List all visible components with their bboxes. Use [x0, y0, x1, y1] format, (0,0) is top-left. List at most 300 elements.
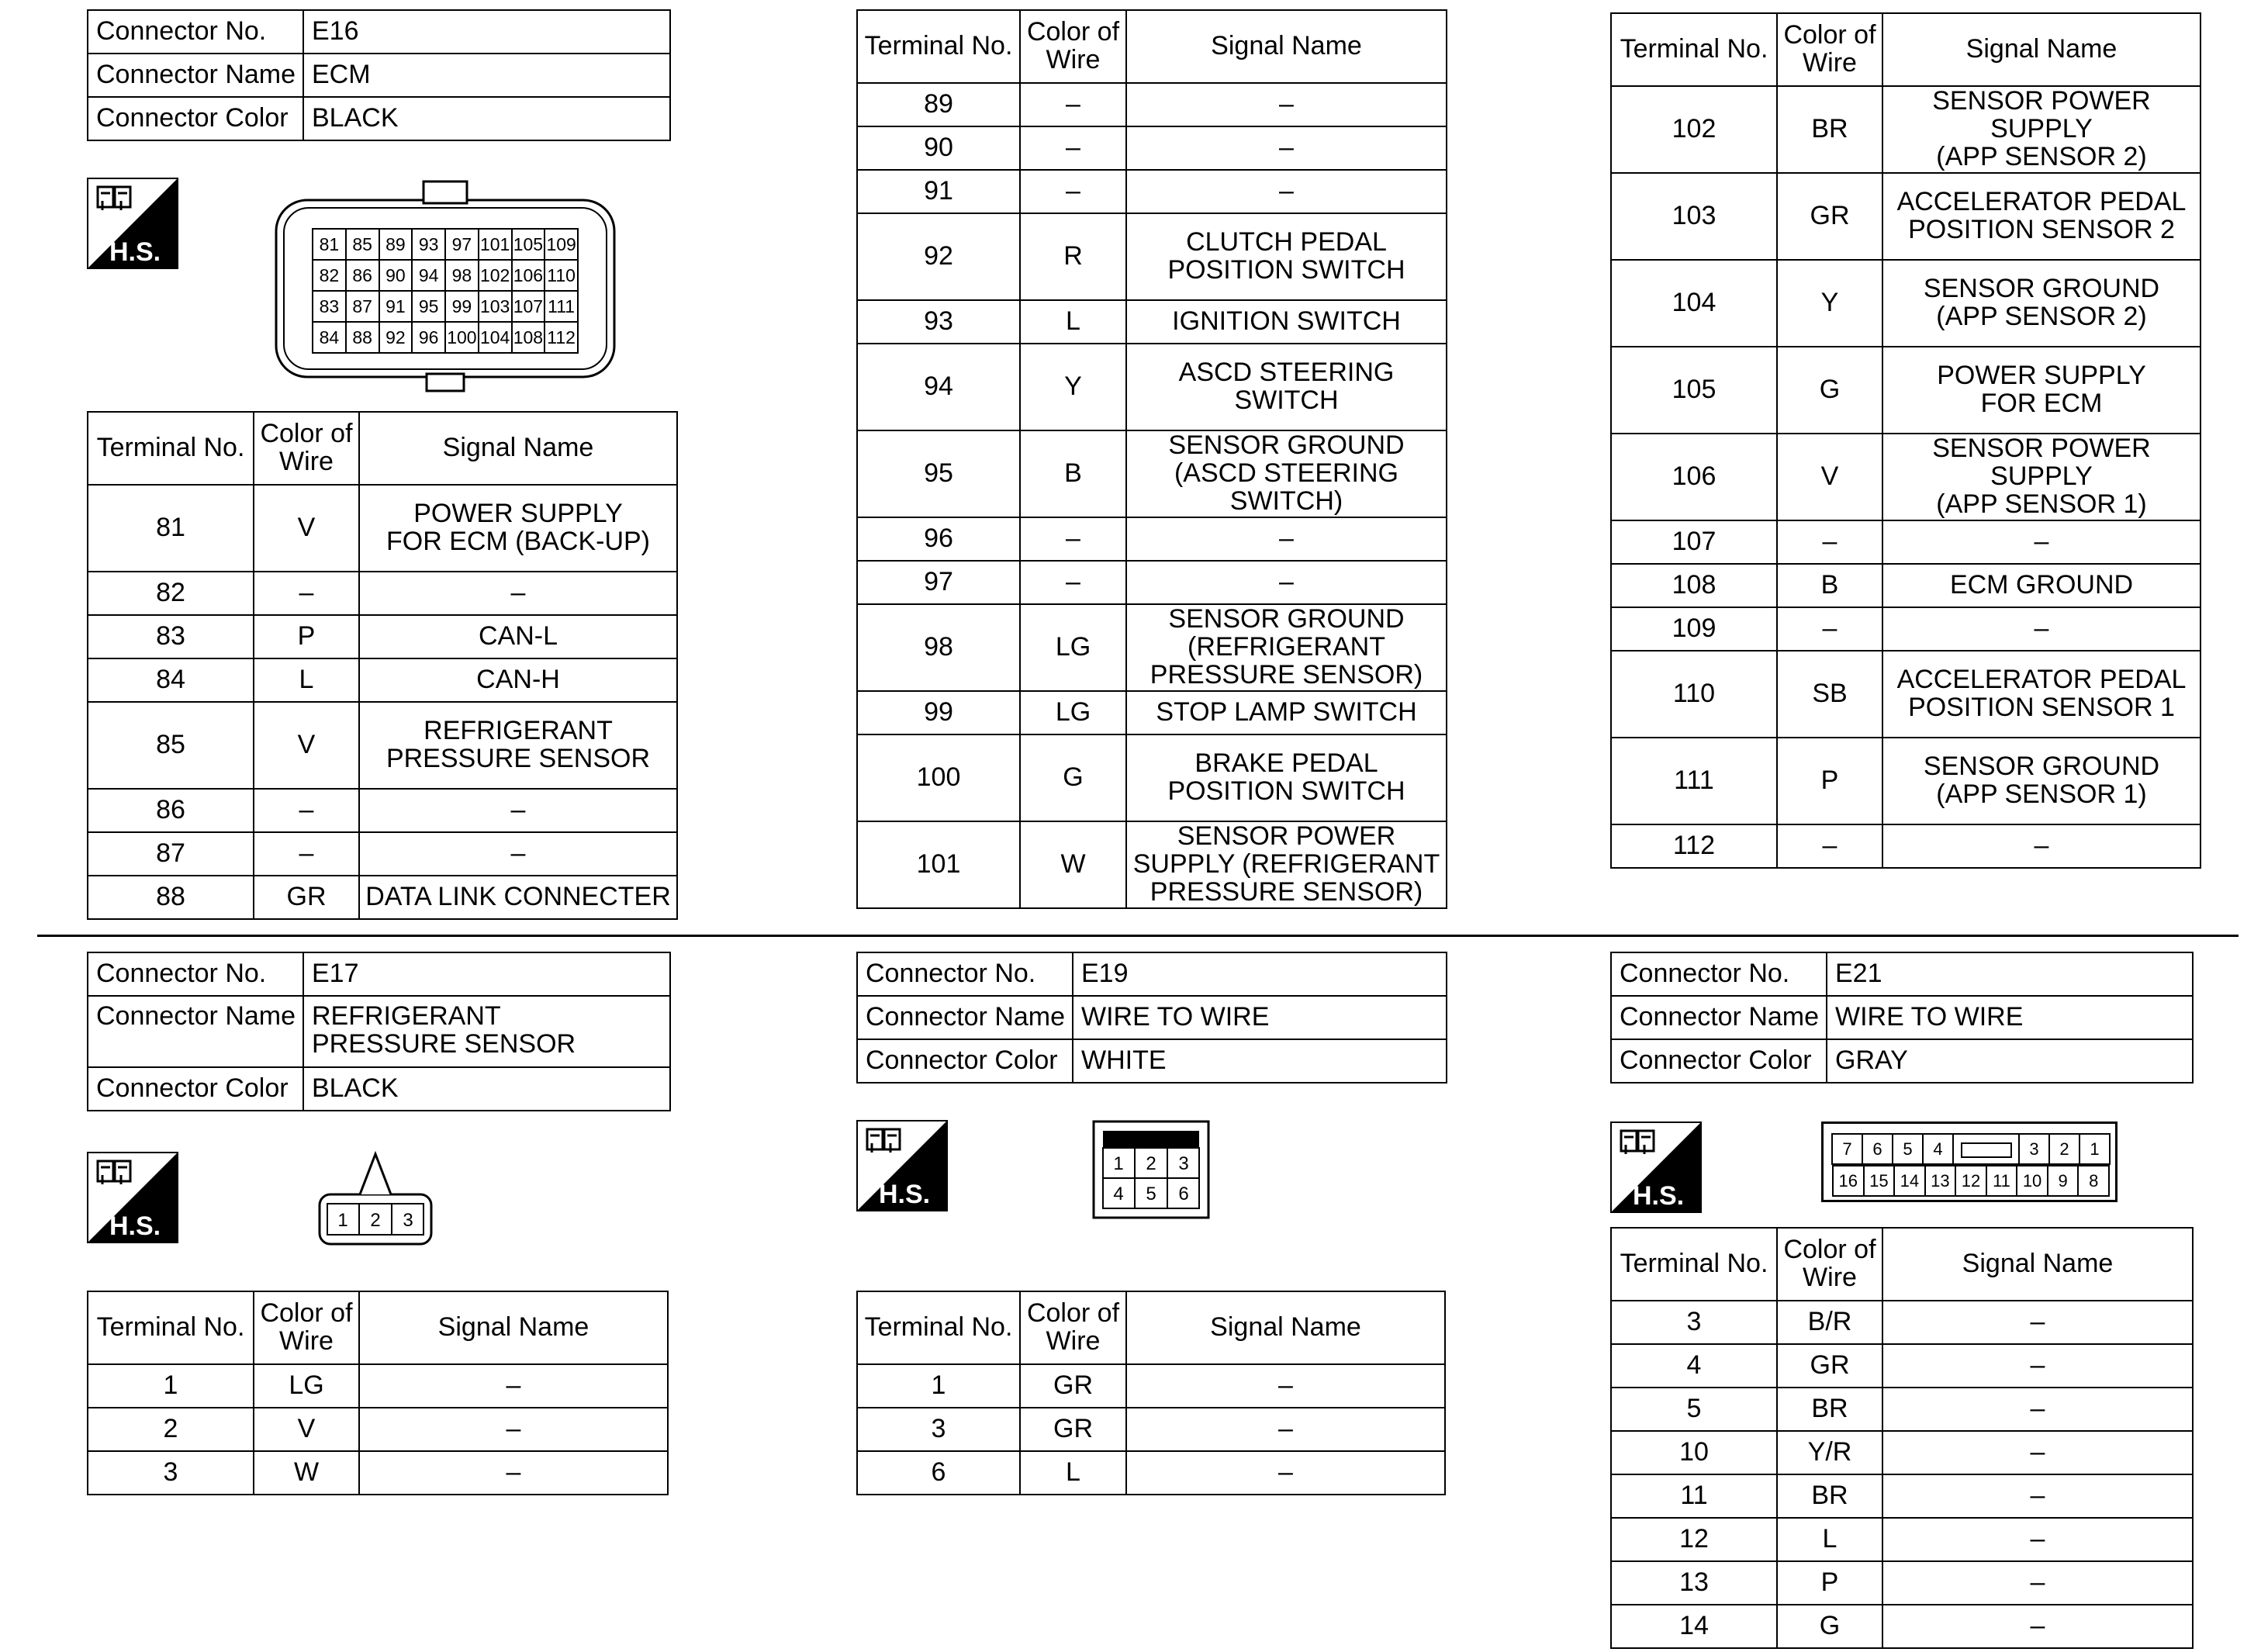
- signal-name-cell: –: [1126, 1408, 1445, 1451]
- wire-color-cell: G: [1020, 734, 1126, 821]
- table-row: [88, 702, 677, 789]
- table-row: [1611, 1301, 2193, 1344]
- connector-name-label: Connector Name: [1611, 996, 1827, 1039]
- pin-label: 110: [545, 260, 578, 291]
- signal-name-cell: DATA LINK CONNECTER: [359, 876, 677, 919]
- signal-name-cell: REFRIGERANT PRESSURE SENSOR: [359, 702, 677, 789]
- terminal-no-cell: 11: [1611, 1474, 1777, 1518]
- terminal-no-cell: 85: [88, 702, 254, 789]
- connector-color-label: Connector Color: [88, 1067, 303, 1111]
- pin-label: 3: [2019, 1134, 2049, 1164]
- wire-color-cell: –: [1777, 607, 1882, 651]
- wire-color-cell: V: [254, 702, 359, 789]
- wire-color-cell: LG: [1020, 604, 1126, 691]
- pin-row: [1832, 1164, 2110, 1197]
- signal-name-header: Signal Name: [359, 412, 677, 485]
- pin-label: 4: [1923, 1134, 1953, 1164]
- connector-color-label: Connector Color: [88, 97, 303, 140]
- wire-color-cell: B: [1777, 564, 1882, 607]
- table-row: [857, 691, 1447, 734]
- pin-label: 8: [2078, 1166, 2109, 1196]
- e19-terminal-table: [856, 1291, 1446, 1495]
- pin-label: 93: [412, 229, 445, 260]
- signal-name-cell: SENSOR GROUND (APP SENSOR 1): [1882, 738, 2200, 824]
- signal-name-cell: –: [1882, 1561, 2193, 1605]
- wire-color-cell: LG: [254, 1364, 359, 1408]
- pin-label: 98: [445, 260, 479, 291]
- signal-name-cell: –: [359, 832, 677, 876]
- e16-pin-grid: [312, 228, 579, 354]
- signal-name-cell: SENSOR GROUND (APP SENSOR 2): [1882, 260, 2200, 347]
- terminal-no-cell: 88: [88, 876, 254, 919]
- wire-color-cell: P: [254, 615, 359, 658]
- pin-label: 16: [1833, 1166, 1864, 1196]
- terminal-no-cell: 87: [88, 832, 254, 876]
- pin-label: 5: [1893, 1134, 1923, 1164]
- table-row: [857, 126, 1447, 170]
- color-of-wire-header: Color of Wire: [254, 1291, 359, 1364]
- terminal-no-cell: 5: [1611, 1388, 1777, 1431]
- pin-label: 6: [1178, 1184, 1189, 1204]
- wire-color-cell: G: [1777, 1605, 1882, 1648]
- table-row: [88, 572, 677, 615]
- pin-label: 10: [2017, 1166, 2048, 1196]
- wire-color-cell: V: [1777, 434, 1882, 520]
- connector-name-label: Connector Name: [88, 996, 303, 1067]
- color-of-wire-header: Color of Wire: [1777, 1228, 1882, 1301]
- wire-color-cell: R: [1020, 213, 1126, 300]
- e21-pin-grid: [1831, 1133, 2111, 1197]
- pin-label: 5: [1146, 1184, 1156, 1204]
- pin-label: 95: [412, 291, 445, 322]
- signal-name-cell: –: [1882, 520, 2200, 564]
- signal-name-cell: –: [359, 1408, 668, 1451]
- table-row: [857, 170, 1447, 213]
- pin-label: 11: [1986, 1166, 2017, 1196]
- terminal-no-cell: 108: [1611, 564, 1777, 607]
- connector-color-value: BLACK: [303, 97, 670, 140]
- table-row: [88, 658, 677, 702]
- terminal-no-cell: 90: [857, 126, 1020, 170]
- connector-color-value: WHITE: [1073, 1039, 1447, 1083]
- signal-name-cell: BRAKE PEDAL POSITION SWITCH: [1126, 734, 1447, 821]
- terminal-no-cell: 107: [1611, 520, 1777, 564]
- terminal-no-cell: 96: [857, 517, 1020, 561]
- pin-label: 96: [412, 322, 445, 353]
- hs-connector-icon: [87, 1152, 178, 1243]
- wire-color-cell: L: [1020, 1451, 1126, 1495]
- pin-label: 108: [512, 322, 545, 353]
- signal-name-cell: –: [1126, 126, 1447, 170]
- e16-terminal-table-b: [856, 9, 1447, 909]
- terminal-no-cell: 112: [1611, 824, 1777, 868]
- terminal-no-cell: 89: [857, 83, 1020, 126]
- terminal-no-cell: 109: [1611, 607, 1777, 651]
- terminal-no-cell: 97: [857, 561, 1020, 604]
- signal-name-cell: ACCELERATOR PEDAL POSITION SENSOR 2: [1882, 173, 2200, 260]
- signal-name-cell: –: [1126, 1364, 1445, 1408]
- terminal-no-header: Terminal No.: [88, 1291, 254, 1364]
- signal-name-cell: –: [359, 1451, 668, 1495]
- table-row: [857, 604, 1447, 691]
- hs-connector-icon: [1610, 1121, 1702, 1213]
- connector-color-label: Connector Color: [1611, 1039, 1827, 1083]
- table-row: [857, 430, 1447, 517]
- color-of-wire-header: Color of Wire: [1020, 10, 1126, 83]
- pin-label: 88: [346, 322, 379, 353]
- pin-label: 105: [512, 229, 545, 260]
- terminal-no-cell: 82: [88, 572, 254, 615]
- pin-label: 2: [2049, 1134, 2079, 1164]
- terminal-no-cell: 105: [1611, 347, 1777, 434]
- pin-label: 111: [545, 291, 578, 322]
- terminal-no-cell: 93: [857, 300, 1020, 344]
- table-row: [88, 615, 677, 658]
- e21-connector-face: [1821, 1121, 2118, 1202]
- terminal-no-cell: 102: [1611, 86, 1777, 173]
- wire-color-cell: L: [254, 658, 359, 702]
- pin-label: 87: [346, 291, 379, 322]
- e17-connector-info: [87, 952, 671, 1111]
- signal-name-header: Signal Name: [359, 1291, 668, 1364]
- table-row: [1611, 564, 2200, 607]
- table-row: [1611, 1605, 2193, 1648]
- wire-color-cell: GR: [1020, 1364, 1126, 1408]
- table-row: [1611, 520, 2200, 564]
- wire-color-cell: B: [1020, 430, 1126, 517]
- table-row: [1611, 607, 2200, 651]
- signal-name-cell: IGNITION SWITCH: [1126, 300, 1447, 344]
- terminal-no-cell: 94: [857, 344, 1020, 430]
- table-row: [857, 561, 1447, 604]
- wire-color-cell: –: [1020, 83, 1126, 126]
- pin-label: 99: [445, 291, 479, 322]
- signal-name-cell: CAN-L: [359, 615, 677, 658]
- wire-color-cell: BR: [1777, 1474, 1882, 1518]
- terminal-no-cell: 81: [88, 485, 254, 572]
- pin-label: 86: [346, 260, 379, 291]
- signal-name-cell: –: [1882, 824, 2200, 868]
- table-row: [1611, 1518, 2193, 1561]
- pin-label: 97: [445, 229, 479, 260]
- table-row: [857, 734, 1447, 821]
- table-row: [857, 344, 1447, 430]
- signal-name-cell: –: [1882, 1301, 2193, 1344]
- signal-name-cell: –: [1882, 1605, 2193, 1648]
- table-row: [857, 1408, 1445, 1451]
- signal-name-cell: SENSOR POWER SUPPLY (REFRIGERANT PRESSURE SENSOR): [1126, 821, 1447, 908]
- wire-color-cell: W: [254, 1451, 359, 1495]
- wire-color-cell: BR: [1777, 86, 1882, 173]
- signal-name-cell: –: [1882, 1474, 2193, 1518]
- connector-no-label: Connector No.: [1611, 952, 1827, 996]
- connector-no-label: Connector No.: [857, 952, 1073, 996]
- signal-name-cell: ASCD STEERING SWITCH: [1126, 344, 1447, 430]
- wire-color-cell: GR: [1777, 173, 1882, 260]
- e21-connector-info: [1610, 952, 2194, 1083]
- e19-connector-info: [856, 952, 1447, 1083]
- wire-color-cell: L: [1020, 300, 1126, 344]
- table-row: [1611, 347, 2200, 434]
- color-of-wire-header: Color of Wire: [254, 412, 359, 485]
- table-row: [857, 517, 1447, 561]
- signal-name-cell: POWER SUPPLY FOR ECM: [1882, 347, 2200, 434]
- e21-terminal-table: [1610, 1227, 2194, 1649]
- connector-no-value: E16: [303, 10, 670, 54]
- e16-connector-info: [87, 9, 671, 141]
- wire-color-cell: GR: [1020, 1408, 1126, 1451]
- signal-name-cell: –: [1126, 83, 1447, 126]
- wire-color-cell: –: [1777, 520, 1882, 564]
- pin-label: 12: [1955, 1166, 1986, 1196]
- wire-color-cell: P: [1777, 1561, 1882, 1605]
- signal-name-cell: CAN-H: [359, 658, 677, 702]
- signal-name-cell: SENSOR GROUND (ASCD STEERING SWITCH): [1126, 430, 1447, 517]
- wire-color-cell: GR: [1777, 1344, 1882, 1388]
- wire-color-cell: B/R: [1777, 1301, 1882, 1344]
- pin-label: 90: [379, 260, 413, 291]
- pin-label: 9: [2048, 1166, 2079, 1196]
- connector-no-label: Connector No.: [88, 10, 303, 54]
- signal-name-cell: STOP LAMP SWITCH: [1126, 691, 1447, 734]
- e17-connector-face: [316, 1151, 434, 1247]
- pin-label: 106: [512, 260, 545, 291]
- signal-name-header: Signal Name: [1126, 10, 1447, 83]
- terminal-no-cell: 12: [1611, 1518, 1777, 1561]
- terminal-no-cell: 106: [1611, 434, 1777, 520]
- signal-name-cell: SENSOR POWER SUPPLY (APP SENSOR 1): [1882, 434, 2200, 520]
- wire-color-cell: Y/R: [1777, 1431, 1882, 1474]
- e17-terminal-table: [87, 1291, 669, 1495]
- pin-label: 2: [1146, 1153, 1156, 1174]
- signal-name-cell: –: [359, 572, 677, 615]
- connector-no-label: Connector No.: [88, 952, 303, 996]
- hs-connector-icon: [856, 1120, 948, 1211]
- connector-name-value: WIRE TO WIRE: [1827, 996, 2193, 1039]
- terminal-no-cell: 91: [857, 170, 1020, 213]
- terminal-no-cell: 101: [857, 821, 1020, 908]
- pin-label: 100: [445, 322, 479, 353]
- terminal-no-cell: 98: [857, 604, 1020, 691]
- signal-name-cell: CLUTCH PEDAL POSITION SWITCH: [1126, 213, 1447, 300]
- table-row: [88, 1451, 668, 1495]
- terminal-no-cell: 99: [857, 691, 1020, 734]
- pin-label: 7: [1832, 1134, 1862, 1164]
- table-row: [1611, 434, 2200, 520]
- signal-name-cell: –: [1882, 1518, 2193, 1561]
- hs-label: H.S.: [109, 1211, 161, 1241]
- pin-label: 94: [412, 260, 445, 291]
- connector-no-value: E17: [303, 952, 670, 996]
- pin-label: 101: [479, 229, 512, 260]
- wire-color-cell: –: [1020, 170, 1126, 213]
- e19-connector-face: [1092, 1120, 1210, 1219]
- terminal-no-cell: 92: [857, 213, 1020, 300]
- wire-color-cell: –: [1020, 561, 1126, 604]
- table-row: [1611, 173, 2200, 260]
- wire-color-cell: –: [1020, 126, 1126, 170]
- wire-color-cell: W: [1020, 821, 1126, 908]
- e16-terminal-table-a: [87, 411, 678, 920]
- connector-key: [1953, 1134, 2019, 1164]
- pin-label: 3: [1178, 1153, 1189, 1174]
- color-of-wire-header: Color of Wire: [1777, 13, 1882, 86]
- terminal-no-cell: 103: [1611, 173, 1777, 260]
- pin-label: 14: [1894, 1166, 1925, 1196]
- connector-color-value: BLACK: [303, 1067, 670, 1111]
- pin-label: 109: [545, 229, 578, 260]
- signal-name-header: Signal Name: [1126, 1291, 1445, 1364]
- wire-color-cell: –: [1777, 824, 1882, 868]
- table-row: [88, 789, 677, 832]
- wire-color-cell: –: [254, 789, 359, 832]
- pin-label: 1: [1113, 1153, 1124, 1174]
- wire-color-cell: LG: [1020, 691, 1126, 734]
- pin-label: 92: [379, 322, 413, 353]
- wire-color-cell: V: [254, 485, 359, 572]
- table-row: [1611, 738, 2200, 824]
- terminal-no-cell: 1: [88, 1364, 254, 1408]
- color-of-wire-header: Color of Wire: [1020, 1291, 1126, 1364]
- pin-label: 82: [313, 260, 346, 291]
- table-row: [1611, 86, 2200, 173]
- e16-connector-face: [275, 180, 616, 396]
- wire-color-cell: L: [1777, 1518, 1882, 1561]
- table-row: [1611, 1561, 2193, 1605]
- signal-name-cell: –: [359, 789, 677, 832]
- connector-color-label: Connector Color: [857, 1039, 1073, 1083]
- pin-label: 91: [379, 291, 413, 322]
- terminal-no-cell: 3: [857, 1408, 1020, 1451]
- wire-color-cell: P: [1777, 738, 1882, 824]
- wire-color-cell: G: [1777, 347, 1882, 434]
- connector-name-value: ECM: [303, 54, 670, 97]
- connector-name-value: WIRE TO WIRE: [1073, 996, 1447, 1039]
- terminal-no-header: Terminal No.: [1611, 1228, 1777, 1301]
- table-row: [88, 876, 677, 919]
- pin-label: 107: [512, 291, 545, 322]
- table-row: [1611, 1344, 2193, 1388]
- connector-no-value: E21: [1827, 952, 2193, 996]
- wire-color-cell: BR: [1777, 1388, 1882, 1431]
- pin-label: 13: [1925, 1166, 1956, 1196]
- signal-name-header: Signal Name: [1882, 1228, 2193, 1301]
- pin-label: 83: [313, 291, 346, 322]
- terminal-no-header: Terminal No.: [857, 10, 1020, 83]
- signal-name-cell: –: [1126, 1451, 1445, 1495]
- table-row: [1611, 824, 2200, 868]
- terminal-no-cell: 104: [1611, 260, 1777, 347]
- table-row: [857, 213, 1447, 300]
- table-row: [88, 485, 677, 572]
- signal-name-header: Signal Name: [1882, 13, 2200, 86]
- pin-label: 15: [1864, 1166, 1895, 1196]
- signal-name-cell: –: [359, 1364, 668, 1408]
- hs-label: H.S.: [878, 1180, 931, 1209]
- terminal-no-cell: 111: [1611, 738, 1777, 824]
- wire-color-cell: SB: [1777, 651, 1882, 738]
- connector-name-label: Connector Name: [857, 996, 1073, 1039]
- signal-name-cell: SENSOR POWER SUPPLY (APP SENSOR 2): [1882, 86, 2200, 173]
- connector-color-value: GRAY: [1827, 1039, 2193, 1083]
- signal-name-cell: –: [1882, 607, 2200, 651]
- table-row: [1611, 1388, 2193, 1431]
- signal-name-cell: POWER SUPPLY FOR ECM (BACK-UP): [359, 485, 677, 572]
- signal-name-cell: –: [1126, 561, 1447, 604]
- wire-color-cell: Y: [1020, 344, 1126, 430]
- terminal-no-cell: 10: [1611, 1431, 1777, 1474]
- wire-color-cell: GR: [254, 876, 359, 919]
- wire-color-cell: Y: [1777, 260, 1882, 347]
- signal-name-cell: SENSOR GROUND (REFRIGERANT PRESSURE SENSOR): [1126, 604, 1447, 691]
- pin-label: 84: [313, 322, 346, 353]
- table-row: [88, 1408, 668, 1451]
- terminal-no-cell: 2: [88, 1408, 254, 1451]
- terminal-no-cell: 84: [88, 658, 254, 702]
- terminal-no-cell: 100: [857, 734, 1020, 821]
- terminal-no-cell: 3: [1611, 1301, 1777, 1344]
- terminal-no-cell: 4: [1611, 1344, 1777, 1388]
- hs-label: H.S.: [1632, 1181, 1685, 1211]
- wire-color-cell: –: [254, 572, 359, 615]
- table-row: [857, 821, 1447, 908]
- terminal-no-header: Terminal No.: [1611, 13, 1777, 86]
- table-row: [857, 300, 1447, 344]
- table-row: [857, 1451, 1445, 1495]
- terminal-no-cell: 95: [857, 430, 1020, 517]
- pin-label: 3: [403, 1210, 413, 1231]
- table-row: [1611, 1474, 2193, 1518]
- table-row: [857, 1364, 1445, 1408]
- connector-name-value: REFRIGERANT PRESSURE SENSOR: [303, 996, 670, 1067]
- pin-label: 6: [1862, 1134, 1893, 1164]
- terminal-no-header: Terminal No.: [857, 1291, 1020, 1364]
- hs-connector-icon: [87, 178, 178, 269]
- table-row: [1611, 260, 2200, 347]
- table-row: [857, 83, 1447, 126]
- signal-name-cell: –: [1882, 1388, 2193, 1431]
- terminal-no-cell: 3: [88, 1451, 254, 1495]
- terminal-no-cell: 14: [1611, 1605, 1777, 1648]
- signal-name-cell: ACCELERATOR PEDAL POSITION SENSOR 1: [1882, 651, 2200, 738]
- pin-label: 1: [2079, 1134, 2110, 1164]
- terminal-no-cell: 13: [1611, 1561, 1777, 1605]
- pin-label: 2: [370, 1210, 381, 1231]
- signal-name-cell: –: [1126, 517, 1447, 561]
- terminal-no-cell: 86: [88, 789, 254, 832]
- terminal-no-cell: 110: [1611, 651, 1777, 738]
- table-row: [88, 832, 677, 876]
- wire-color-cell: V: [254, 1408, 359, 1451]
- signal-name-cell: –: [1882, 1431, 2193, 1474]
- pin-label: 112: [545, 322, 578, 353]
- wire-color-cell: –: [1020, 517, 1126, 561]
- section-divider: [37, 935, 2239, 937]
- table-row: [1611, 1431, 2193, 1474]
- signal-name-cell: ECM GROUND: [1882, 564, 2200, 607]
- wire-color-cell: –: [254, 832, 359, 876]
- e16-terminal-table-c: [1610, 12, 2201, 869]
- signal-name-cell: –: [1882, 1344, 2193, 1388]
- terminal-no-cell: 6: [857, 1451, 1020, 1495]
- terminal-no-header: Terminal No.: [88, 412, 254, 485]
- terminal-no-cell: 83: [88, 615, 254, 658]
- table-row: [1611, 651, 2200, 738]
- hs-label: H.S.: [109, 237, 161, 267]
- pin-label: 4: [1113, 1184, 1124, 1204]
- pin-label: 1: [337, 1210, 348, 1231]
- table-row: [88, 1364, 668, 1408]
